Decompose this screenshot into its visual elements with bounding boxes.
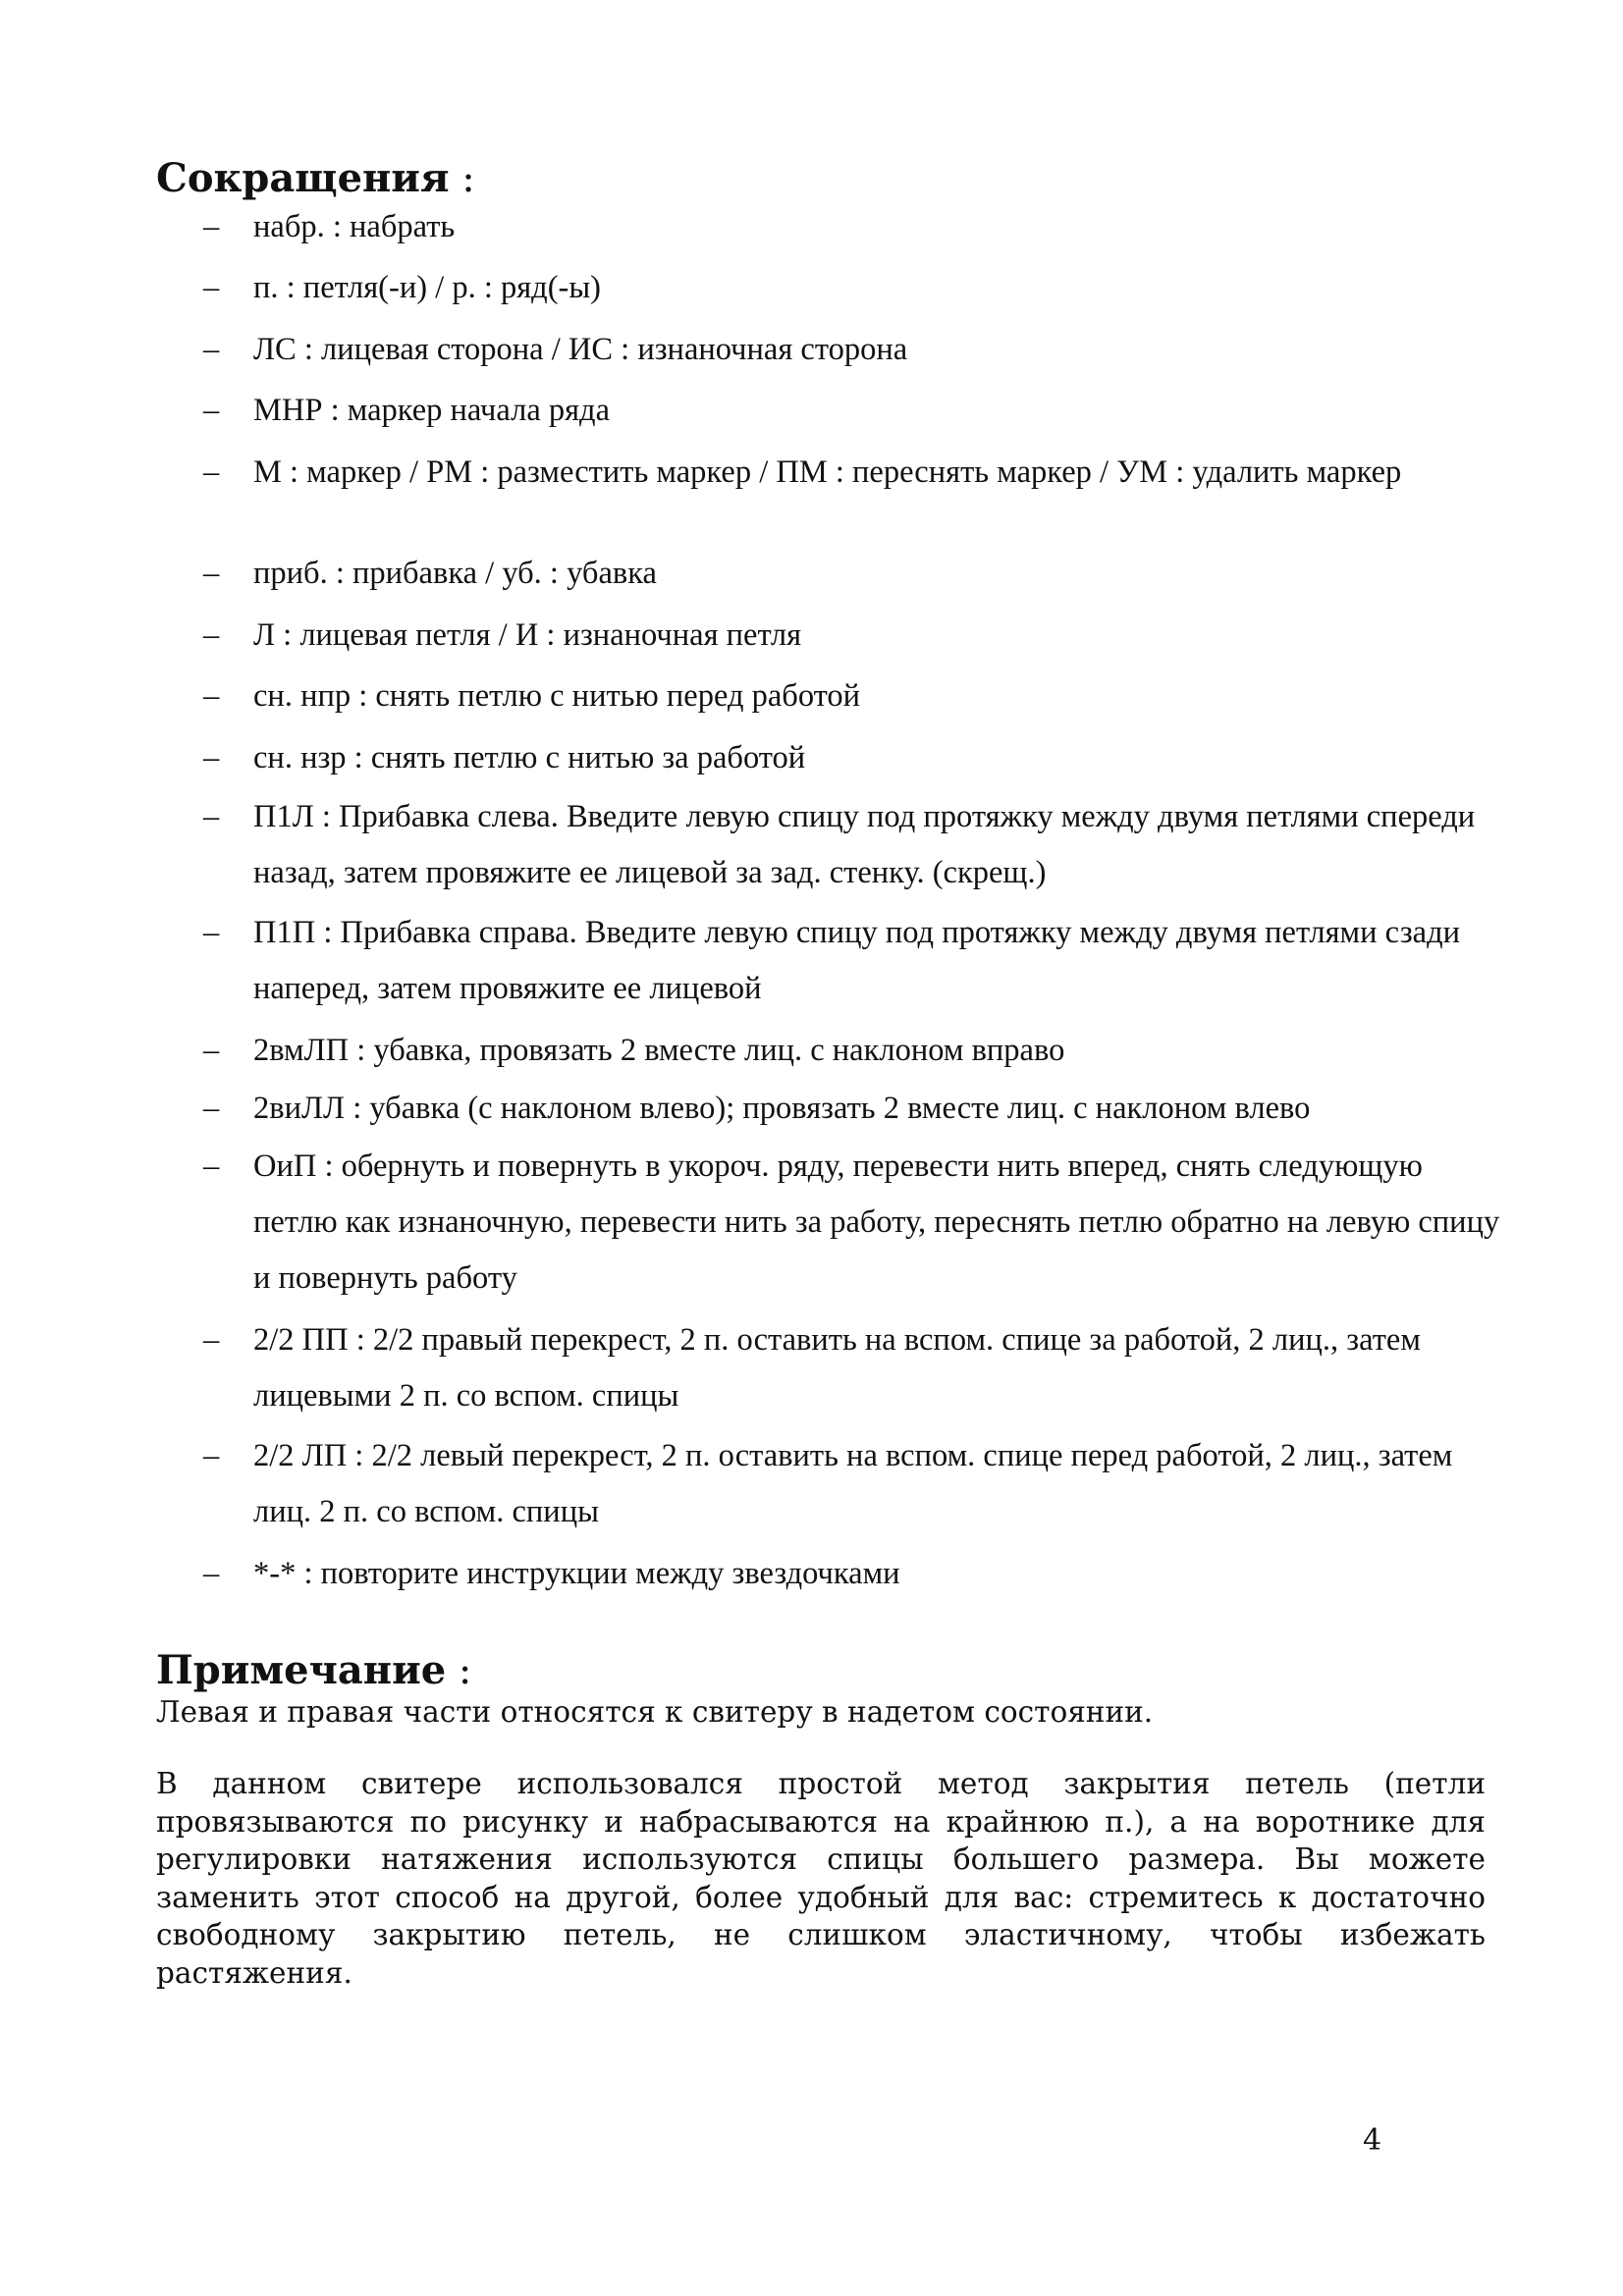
list-item-text: М : маркер / РМ : разместить маркер / ПМ : переснять маркер / УМ : удалить маркер	[253, 454, 1402, 490]
note-paragraph-1: Левая и правая части относятся к свитеру в надетом состоянии.	[156, 1695, 1154, 1729]
list-item-text: сн. нпр : снять петлю с нитью перед работой	[253, 678, 861, 714]
note-heading	[156, 1647, 471, 1694]
list-dash: –	[203, 799, 220, 834]
list-dash: –	[203, 270, 220, 305]
list-item-text: Л : лицевая петля / И : изнаночная петля	[253, 617, 802, 653]
abbreviations-heading	[156, 155, 475, 202]
list-dash: –	[203, 1091, 220, 1126]
note-heading-text: Примечание	[156, 1647, 447, 1693]
list-item-text: 2/2 ЛП : 2/2 левый перекрест, 2 п. оставить на вспом. спице перед работой, 2 лиц., затем лиц. 2 п. со вспом. спицы	[253, 1438, 1453, 1529]
list-item-text: П1П : Прибавка справа. Введите левую спицу под протяжку между двумя петлями сзади наперед, затем провяжите ее лицевой	[253, 915, 1461, 1006]
list-item-text: ЛС : лицевая сторона / ИС : изнаночная сторона	[253, 332, 908, 367]
abbreviations-heading-text: Сокращения	[156, 155, 450, 201]
list-item-text: П1Л : Прибавка слева. Введите левую спицу под протяжку между двумя петлями спереди назад, затем провяжите ее лицевой за зад. стенку. (скрещ.)	[253, 799, 1476, 890]
list-dash: –	[203, 1033, 220, 1068]
list-dash: –	[203, 915, 220, 950]
list-item-text: приб. : прибавка / уб. : убавка	[253, 556, 657, 591]
list-item-text: 2вмЛП : убавка, провязать 2 вместе лиц. с наклоном вправо	[253, 1033, 1065, 1068]
list-dash: –	[203, 1148, 220, 1184]
list-item-text: п. : петля(-и) / р. : ряд(-ы)	[253, 270, 602, 305]
list-dash: –	[203, 678, 220, 714]
list-dash: –	[203, 1438, 220, 1473]
list-item-text: ОиП : обернуть и повернуть в укороч. ряду, перевести нить вперед, снять следующую петлю как изнаночную, перевести нить за работу, переснять петлю обратно на левую спицу и повернуть работу	[253, 1148, 1500, 1296]
list-item-text: набр. : набрать	[253, 209, 456, 244]
list-dash: –	[203, 209, 220, 244]
list-dash: –	[203, 1322, 220, 1358]
note-heading-colon: :	[446, 1648, 472, 1693]
list-dash: –	[203, 332, 220, 367]
list-dash: –	[203, 556, 220, 591]
list-dash: –	[203, 393, 220, 428]
list-item-text: *-* : повторите инструкции между звездочками	[253, 1556, 900, 1591]
list-dash: –	[203, 740, 220, 775]
note-paragraph-2: В данном свитере использовался простой метод закрытия петель (петли провязываются по рисунку и набрасываются на крайнюю п.), а на воротнике для регулировки натяжения используются спицы большего размера. Вы можете заменить этот способ на другой, более удобный для вас: стремитесь к достаточно свободному закрытию петель, не слишком эластичному, чтобы избежать растяжения.	[156, 1767, 1486, 1990]
list-item-text: сн. нзр : снять петлю с нитью за работой	[253, 740, 806, 775]
list-dash: –	[203, 454, 220, 490]
list-item-text: 2виЛЛ : убавка (с наклоном влево); провязать 2 вместе лиц. с наклоном влево	[253, 1091, 1311, 1126]
list-dash: –	[203, 617, 220, 653]
list-item-text: МНР : маркер начала ряда	[253, 393, 611, 428]
list-dash: –	[203, 1556, 220, 1591]
abbreviations-heading-colon: :	[449, 156, 475, 201]
page-number: 4	[1363, 2123, 1382, 2158]
list-item-text: 2/2 ПП : 2/2 правый перекрест, 2 п. оставить на вспом. спице за работой, 2 лиц., затем лицевыми 2 п. со вспом. спицы	[253, 1322, 1421, 1414]
